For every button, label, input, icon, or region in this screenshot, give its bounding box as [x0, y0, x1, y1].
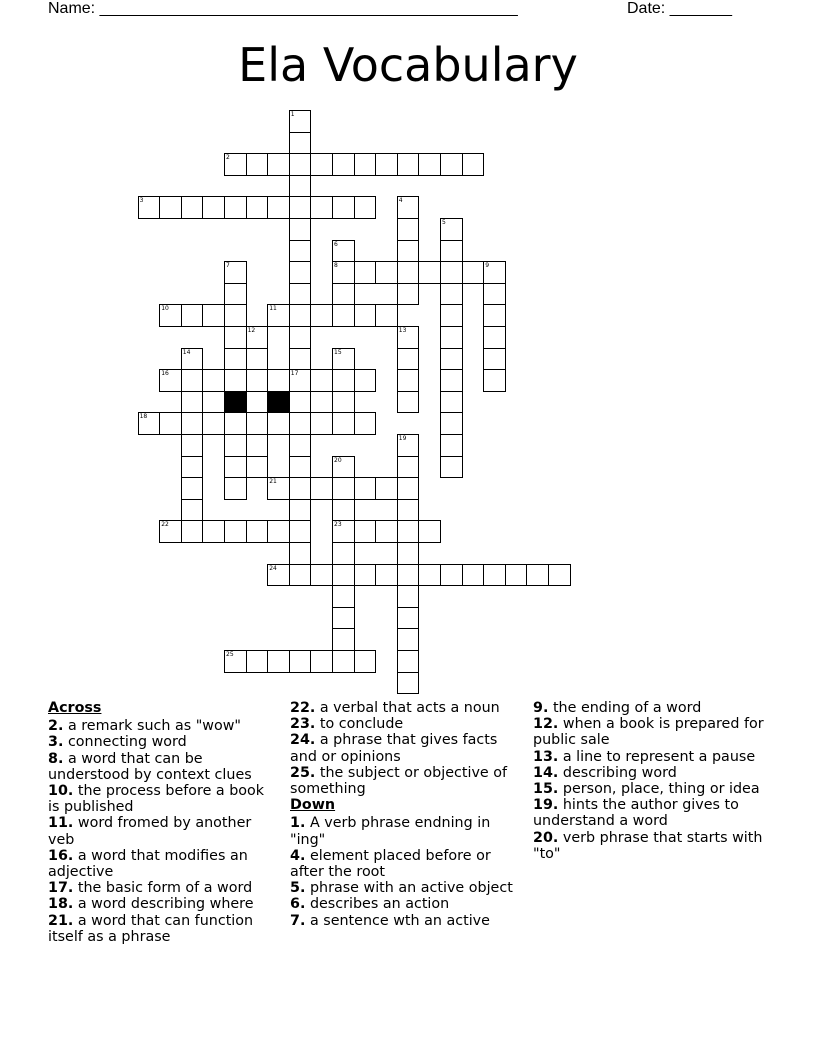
crossword-cell[interactable] [310, 304, 333, 327]
clue-item-number: 19. [533, 797, 559, 814]
crossword-cell[interactable] [397, 348, 420, 371]
crossword-cell[interactable] [224, 520, 247, 543]
clue-item-text: when a book is prepared for public sale [533, 716, 764, 749]
crossword-cell[interactable] [224, 412, 247, 435]
crossword-cell[interactable] [289, 650, 312, 673]
black-square [267, 391, 290, 414]
crossword-cell[interactable] [181, 196, 204, 219]
crossword-cell[interactable] [332, 477, 355, 500]
clue-item-text: phrase with an active object [309, 880, 513, 897]
crossword-cell[interactable] [289, 412, 312, 435]
crossword-cell[interactable] [397, 196, 420, 219]
clue-item [533, 797, 773, 829]
crossword-cell[interactable] [483, 564, 506, 587]
crossword-cell[interactable] [332, 240, 355, 263]
clue-number: 13 [398, 327, 407, 334]
crossword-cell[interactable] [310, 369, 333, 392]
clue-item-number: 1. [290, 815, 306, 832]
crossword-cell[interactable] [289, 110, 312, 133]
crossword-cell[interactable] [397, 391, 420, 414]
clue-number: 6 [334, 240, 338, 248]
crossword-cell[interactable] [267, 369, 290, 392]
clue-item-text: hints the author gives to understand a word [533, 797, 739, 830]
clue-item-text: a word describing where [77, 896, 254, 913]
crossword-cell[interactable] [159, 304, 182, 327]
clue-item-number: 4. [290, 847, 306, 864]
crossword-cell[interactable] [289, 542, 312, 565]
crossword-cell[interactable] [375, 304, 398, 327]
down-clue-list [290, 815, 522, 928]
clue-item-text: a verbal that acts a noun [319, 700, 500, 716]
crossword-cell[interactable] [354, 369, 377, 392]
clue-number: 7 [226, 262, 230, 270]
clue-item-text: A verb phrase endning in "ing" [290, 815, 491, 848]
crossword-cell[interactable] [354, 153, 377, 176]
crossword-cell[interactable] [181, 434, 204, 457]
clue-item-number: 13. [533, 748, 559, 765]
crossword-cell[interactable] [289, 434, 312, 457]
crossword-cell[interactable] [440, 304, 463, 327]
clue-item-number: 20. [533, 829, 559, 846]
clue-number: 9 [485, 262, 490, 270]
crossword-cell[interactable] [246, 456, 269, 479]
crossword-cell[interactable] [246, 412, 269, 435]
crossword-cell[interactable] [246, 369, 269, 392]
crossword-cell[interactable] [418, 564, 441, 587]
crossword-cell[interactable] [289, 477, 312, 500]
crossword-cell[interactable] [375, 153, 398, 176]
crossword-cell[interactable] [224, 283, 247, 306]
crossword-cell[interactable] [440, 369, 463, 392]
crossword-cell[interactable] [224, 456, 247, 479]
crossword-cell[interactable] [418, 261, 441, 284]
crossword-cell[interactable] [289, 132, 312, 155]
crossword-cell[interactable] [332, 369, 355, 392]
clue-item [290, 913, 522, 929]
crossword-cell[interactable] [483, 348, 506, 371]
clue-item [48, 896, 278, 912]
crossword-cell[interactable] [224, 326, 247, 349]
crossword-cell[interactable] [397, 218, 420, 241]
crossword-cell[interactable] [332, 542, 355, 565]
clue-item [290, 716, 522, 732]
crossword-cell[interactable] [397, 499, 420, 522]
crossword-cell[interactable] [181, 520, 204, 543]
clue-item-number: 10. [48, 783, 74, 800]
crossword-cell[interactable] [397, 283, 420, 306]
clues-column-3 [533, 700, 773, 862]
crossword-cell[interactable] [462, 261, 485, 284]
crossword-cell[interactable] [289, 348, 312, 371]
clue-item-number: 5. [290, 880, 306, 897]
crossword-cell[interactable] [289, 196, 312, 219]
clue-item-number: 17. [48, 880, 74, 897]
crossword-cell[interactable] [181, 391, 204, 414]
crossword-cell[interactable] [310, 412, 333, 435]
crossword-cell[interactable] [246, 391, 269, 414]
crossword-cell[interactable] [332, 499, 355, 522]
crossword-cell[interactable] [397, 240, 420, 263]
crossword-cell[interactable] [202, 304, 225, 327]
clue-item-text: a word that modifies an adjective [48, 847, 248, 881]
clue-item-number: 14. [533, 764, 559, 781]
crossword-cell[interactable] [181, 456, 204, 479]
crossword-cell[interactable] [310, 650, 333, 673]
date-field-line: Date: _______ [627, 0, 732, 17]
crossword-cell[interactable] [310, 153, 333, 176]
crossword-cell[interactable] [224, 261, 247, 284]
clues-column-1 [48, 700, 278, 945]
clue-number: 3 [139, 197, 144, 205]
clue-number: 5 [442, 219, 446, 226]
crossword-cell[interactable] [224, 650, 247, 673]
crossword-cell[interactable] [397, 326, 420, 349]
down-heading: Down [290, 797, 336, 814]
crossword-cell[interactable] [267, 650, 290, 673]
crossword-cell[interactable] [332, 456, 355, 479]
crossword-cell[interactable] [332, 520, 355, 543]
crossword-cell[interactable] [375, 564, 398, 587]
crossword-cell[interactable] [440, 153, 463, 176]
crossword-cell[interactable] [354, 650, 377, 673]
clue-number: 25 [226, 651, 234, 658]
clue-item-text: describing word [562, 764, 677, 781]
clue-item-text: person, place, thing or idea [562, 781, 760, 798]
clue-number: 10 [161, 305, 169, 313]
crossword-cell[interactable] [397, 520, 420, 543]
clue-item [290, 765, 522, 797]
crossword-cell[interactable] [483, 369, 506, 392]
crossword-cell[interactable] [397, 650, 420, 673]
clue-item-text: to conclude [319, 716, 404, 733]
clue-number: 8 [334, 262, 338, 270]
clue-number: 15 [334, 348, 342, 356]
clue-item [290, 848, 522, 880]
clue-item-text: a line to represent a pause [562, 748, 756, 765]
crossword-cell[interactable] [202, 520, 225, 543]
clue-number: 22 [161, 521, 169, 529]
clue-number: 21 [269, 478, 277, 486]
crossword-cell[interactable] [440, 261, 463, 284]
clue-item-text: connecting word [67, 734, 187, 751]
clue-item [48, 734, 278, 750]
crossword-cell[interactable] [289, 326, 312, 349]
crossword-cell[interactable] [310, 564, 333, 587]
crossword-cell[interactable] [289, 369, 312, 392]
clue-number: 12 [247, 327, 256, 334]
crossword-cell[interactable] [375, 520, 398, 543]
crossword-cell[interactable] [397, 477, 420, 500]
crossword-cell[interactable] [418, 153, 441, 176]
clue-item-text: a remark such as "wow" [67, 718, 242, 735]
clue-item-number: 8. [48, 750, 64, 767]
crossword-cell[interactable] [440, 412, 463, 435]
crossword-cell[interactable] [483, 304, 506, 327]
crossword-cell[interactable] [310, 196, 333, 219]
crossword-cell[interactable] [440, 283, 463, 306]
page-title: Ela Vocabulary [238, 38, 578, 92]
crossword-cell[interactable] [332, 650, 355, 673]
crossword-cell[interactable] [440, 456, 463, 479]
crossword-cell[interactable] [289, 218, 312, 241]
crossword-cell[interactable] [246, 650, 269, 673]
crossword-cell[interactable] [267, 153, 290, 176]
crossword-cell[interactable] [267, 564, 290, 587]
crossword-cell[interactable] [267, 412, 290, 435]
crossword-cell[interactable] [138, 196, 161, 219]
crossword-cell[interactable] [440, 564, 463, 587]
crossword-cell[interactable] [354, 477, 377, 500]
crossword-cell[interactable] [332, 412, 355, 435]
clue-item-text: a word that can be understood by context clues [48, 750, 252, 783]
crossword-cell[interactable] [354, 304, 377, 327]
clue-item [48, 880, 278, 896]
crossword-cell[interactable] [224, 434, 247, 457]
clue-item [533, 765, 773, 781]
crossword-cell[interactable] [224, 196, 247, 219]
clue-item-number: 12. [533, 716, 559, 733]
crossword-cell[interactable] [354, 564, 377, 587]
crossword-cell[interactable] [289, 499, 312, 522]
clue-item-number: 22. [290, 700, 316, 716]
crossword-cell[interactable] [397, 153, 420, 176]
crossword-cell[interactable] [289, 240, 312, 263]
crossword-cell[interactable] [289, 261, 312, 284]
clue-item-text: the process before a book is published [48, 783, 265, 816]
crossword-cell[interactable] [289, 391, 312, 414]
clue-item-number: 3. [48, 734, 64, 751]
crossword-cell[interactable] [246, 326, 269, 349]
clue-number: 11 [269, 305, 277, 313]
crossword-cell[interactable] [181, 348, 204, 371]
crossword-cell[interactable] [483, 283, 506, 306]
crossword-cell[interactable] [440, 434, 463, 457]
crossword-cell[interactable] [375, 261, 398, 284]
clue-number: 19 [398, 435, 407, 442]
clue-item-number: 24. [290, 732, 316, 749]
crossword-cell[interactable] [397, 542, 420, 565]
crossword-cell[interactable] [332, 283, 355, 306]
crossword-cell[interactable] [181, 304, 204, 327]
crossword-cell[interactable] [267, 304, 290, 327]
across-heading: Across [48, 700, 102, 716]
crossword-cell[interactable] [289, 304, 312, 327]
crossword-cell[interactable] [181, 477, 204, 500]
clue-item-number: 9. [533, 700, 549, 716]
clue-number: 1 [290, 111, 295, 118]
crossword-cell[interactable] [332, 304, 355, 327]
clue-item [533, 830, 773, 862]
crossword-cell[interactable] [462, 564, 485, 587]
crossword-cell[interactable] [397, 607, 420, 630]
clue-item-text: a phrase that gives facts and or opinions [290, 732, 498, 765]
crossword-cell[interactable] [224, 348, 247, 371]
crossword-cell[interactable] [397, 261, 420, 284]
clue-item-number: 2. [48, 718, 64, 735]
crossword-cell[interactable] [181, 369, 204, 392]
clue-item-text: word fromed by another veb [48, 815, 252, 848]
black-square [224, 391, 247, 414]
crossword-cell[interactable] [332, 391, 355, 414]
crossword-cell[interactable] [289, 564, 312, 587]
clue-item [290, 880, 522, 896]
crossword-cell[interactable] [440, 218, 463, 241]
clue-item-number: 7. [290, 912, 306, 929]
crossword-cell[interactable] [159, 196, 182, 219]
clue-item-number: 23. [290, 716, 316, 733]
clue-number: 2 [226, 154, 230, 162]
clue-item [48, 848, 278, 880]
clue-number: 17 [290, 370, 299, 378]
crossword-cell[interactable] [397, 434, 420, 457]
crossword-cell[interactable] [289, 520, 312, 543]
crossword-cell[interactable] [397, 456, 420, 479]
clue-item-number: 25. [290, 764, 316, 781]
crossword-cell[interactable] [440, 348, 463, 371]
clue-item-text: the basic form of a word [77, 880, 253, 897]
clue-item-text: a sentence wth an active [309, 912, 490, 929]
crossword-cell[interactable] [202, 369, 225, 392]
clue-item [290, 732, 522, 764]
clue-item-number: 18. [48, 896, 74, 913]
across-clue-list [48, 718, 278, 945]
crossword-cell[interactable] [354, 196, 377, 219]
clue-item [290, 700, 522, 716]
crossword-cell[interactable] [332, 153, 355, 176]
across-clue-list-continued [290, 700, 522, 797]
crossword-cell[interactable] [267, 477, 290, 500]
clue-item [533, 700, 773, 716]
clue-item-text: element placed before or after the root [290, 847, 491, 881]
clue-item-number: 15. [533, 781, 559, 798]
clue-item [48, 913, 278, 945]
clue-item-number: 6. [290, 896, 306, 913]
clue-number: 23 [334, 521, 342, 529]
crossword-cell[interactable] [181, 412, 204, 435]
clue-number: 4 [398, 197, 403, 205]
crossword-cell[interactable] [548, 564, 571, 587]
clues-column-2 [290, 700, 522, 929]
crossword-cell[interactable] [246, 196, 269, 219]
clue-number: 14 [182, 348, 191, 356]
crossword-cell[interactable] [483, 261, 506, 284]
crossword-cell[interactable] [138, 412, 161, 435]
clue-number: 18 [139, 413, 148, 421]
crossword-cell[interactable] [159, 369, 182, 392]
clue-item-text: verb phrase that starts with "to" [533, 829, 763, 862]
crossword-cell[interactable] [526, 564, 549, 587]
clue-number: 24 [269, 564, 277, 572]
crossword-cell[interactable] [332, 261, 355, 284]
crossword-cell[interactable] [332, 196, 355, 219]
down-clue-list-continued [533, 700, 773, 862]
crossword-cell[interactable] [440, 391, 463, 414]
crossword-cell[interactable] [289, 175, 312, 198]
crossword-cell[interactable] [397, 672, 420, 695]
crossword-cell[interactable] [354, 520, 377, 543]
clue-item-number: 11. [48, 815, 74, 832]
crossword-cell[interactable] [224, 477, 247, 500]
crossword-cell[interactable] [354, 412, 377, 435]
clue-item [48, 783, 278, 815]
clue-item [48, 751, 278, 783]
crossword-cell[interactable] [440, 326, 463, 349]
crossword-cell[interactable] [181, 499, 204, 522]
clue-item-text: the ending of a word [552, 700, 702, 716]
clue-item [290, 896, 522, 912]
clue-item-text: describes an action [309, 896, 450, 913]
crossword-cell[interactable] [224, 369, 247, 392]
crossword-cell[interactable] [224, 153, 247, 176]
crossword-cell[interactable] [354, 261, 377, 284]
crossword-cell[interactable] [440, 240, 463, 263]
crossword-cell[interactable] [310, 477, 333, 500]
crossword-cell[interactable] [202, 196, 225, 219]
crossword-cell[interactable] [397, 585, 420, 608]
crossword-cell[interactable] [202, 412, 225, 435]
clue-item-text: the subject or objective of something [290, 764, 508, 798]
crossword-cell[interactable] [462, 153, 485, 176]
crossword-cell[interactable] [375, 477, 398, 500]
clue-item [290, 815, 522, 847]
clue-number: 20 [334, 456, 342, 464]
crossword-cell[interactable] [397, 369, 420, 392]
clue-item [533, 781, 773, 797]
clue-item-number: 21. [48, 912, 74, 929]
crossword-cell[interactable] [159, 412, 182, 435]
crossword-cell[interactable] [332, 607, 355, 630]
crossword-cell[interactable] [332, 348, 355, 371]
crossword-cell[interactable] [289, 153, 312, 176]
clue-item [48, 815, 278, 847]
crossword-cell[interactable] [289, 283, 312, 306]
clue-item [48, 718, 278, 734]
crossword-cell[interactable] [483, 326, 506, 349]
crossword-cell[interactable] [332, 628, 355, 651]
name-field-line: Name: _______________________________________________ [48, 0, 518, 17]
crossword-cell[interactable] [246, 520, 269, 543]
clue-item [533, 716, 773, 748]
crossword-cell[interactable] [267, 520, 290, 543]
clue-item [533, 749, 773, 765]
clue-item-text: a word that can function itself as a phrase [48, 912, 254, 945]
clue-item-number: 16. [48, 847, 74, 864]
crossword-cell[interactable] [289, 456, 312, 479]
crossword-cell[interactable] [267, 196, 290, 219]
crossword-cell[interactable] [159, 520, 182, 543]
crossword-cell[interactable] [397, 628, 420, 651]
crossword-cell[interactable] [332, 585, 355, 608]
crossword-cell[interactable] [246, 434, 269, 457]
crossword-cell[interactable] [332, 564, 355, 587]
clue-number: 16 [161, 370, 169, 378]
crossword-cell[interactable] [418, 520, 441, 543]
crossword-cell[interactable] [246, 153, 269, 176]
crossword-cell[interactable] [246, 348, 269, 371]
crossword-cell[interactable] [224, 304, 247, 327]
crossword-cell[interactable] [505, 564, 528, 587]
crossword-cell[interactable] [397, 564, 420, 587]
